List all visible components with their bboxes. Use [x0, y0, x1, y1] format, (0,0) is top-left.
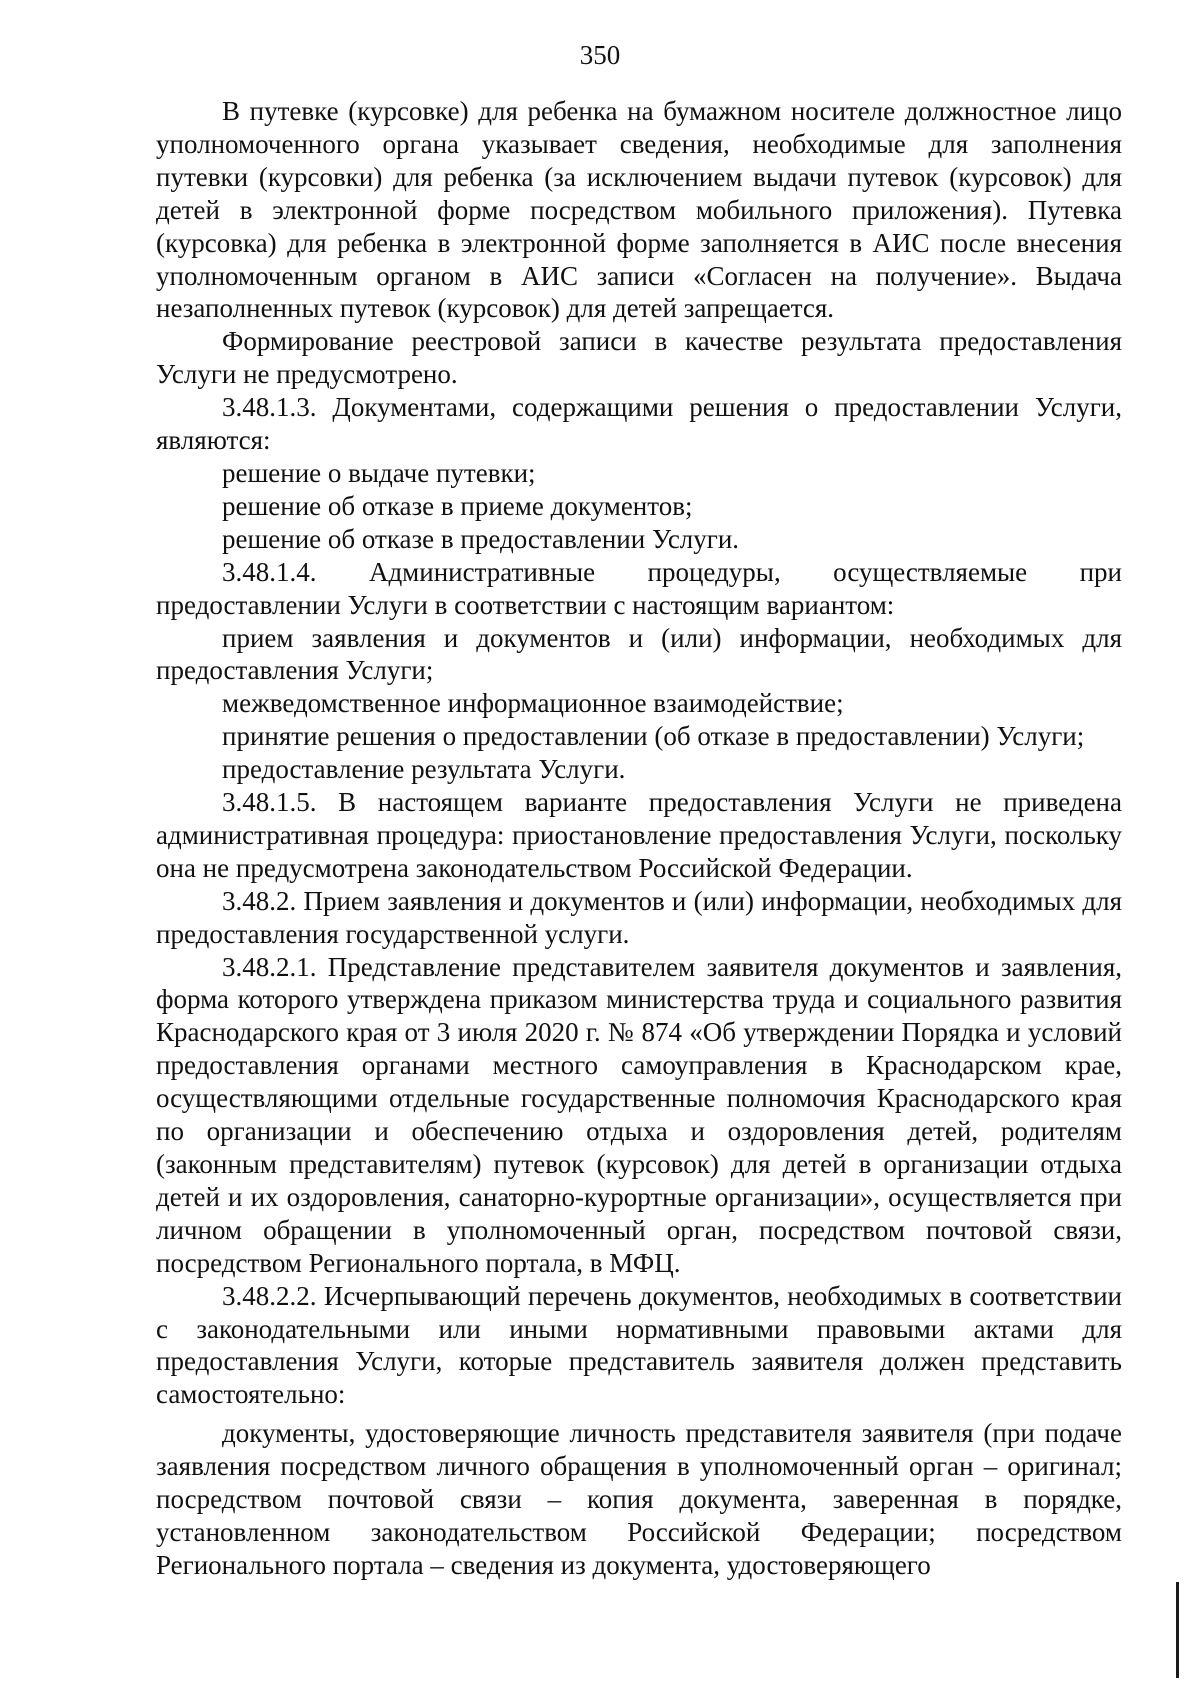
paragraph-3-48-1-3: 3.48.1.3. Документами, содержащими решения о предоставлении Услуги, являются:	[156, 392, 1122, 456]
list-item-refusal-acceptance: решение об отказе в приеме документов;	[222, 490, 693, 521]
paragraph-identity-documents: документы, удостоверяющие личность представителя заявителя (при подаче заявления посредством личного обращения в уполномоченный орган – оригинал; посредством почтовой связи – копия документа, заверенная в порядке, установленном законодательством Российской Федерации; посредством Регионального портала – сведения из документа, удостоверяющего	[156, 1418, 1122, 1580]
paragraph-3-48-1-4: 3.48.1.4. Административные процедуры, осуществляемые при предоставлении Услуги в соответствии с настоящим вариантом:	[156, 556, 1122, 620]
list-item-refusal-service: решение об отказе в предоставлении Услуги.	[222, 523, 740, 554]
document-body	[156, 95, 1122, 1582]
paragraph-3-48-2-2: 3.48.2.2. Исчерпывающий перечень документов, необходимых в соответствии с законодательными или иными нормативными правовыми актами для предоставления Услуги, которые представитель заявителя должен представить самостоятельно:	[156, 1280, 1122, 1410]
paragraph-3-48-2-1: 3.48.2.1. Представление представителем заявителя документов и заявления, форма которого утверждена приказом министерства труда и социального развития Краснодарского края от 3 июля 2020 г. № 874 «Об утверждении Порядка и условий предоставления органами местного самоуправления в Краснодарском крае, осуществляющими отдельные государственные полномочия Краснодарского края по организации и обеспечению отдыха и оздоровления детей, родителям (законным представителям) путевок (курсовок) для детей в организации отдыха детей и их оздоровления, санаторно-курортные организации», осуществляется при личном обращении в уполномоченный орган, посредством почтовой связи, посредством Регионального портала, в МФЦ.	[156, 951, 1122, 1278]
scan-edge-mark	[1176, 1582, 1179, 1678]
list-item-application-receipt: прием заявления и документов и (или) информации, необходимых для предоставления Услуги;	[156, 622, 1122, 686]
list-item-interagency: межведомственное информационное взаимодействие;	[222, 688, 844, 719]
page-number: 350	[579, 40, 621, 70]
list-item-decision-making: принятие решения о предоставлении (об отказе в предоставлении) Услуги;	[222, 721, 1085, 752]
paragraph-voucher-paper: В путевке (курсовке) для ребенка на бумажном носителе должностное лицо уполномоченного органа указывает сведения, необходимые для заполнения путевки (курсовки) для ребенка (за исключением выдачи путевок (курсовок) для детей в электронной форме посредством мобильного приложения). Путевка (курсовка) для ребенка в электронной форме заполняется в АИС после внесения уполномоченным органом в АИС записи «Согласен на получение». Выдача незаполненных путевок (курсовок) для детей запрещается.	[156, 96, 1122, 324]
list-item-result-provision: предоставление результата Услуги.	[222, 754, 626, 785]
paragraph-3-48-2: 3.48.2. Прием заявления и документов и (или) информации, необходимых для предоставления государственной услуги.	[156, 885, 1122, 949]
paragraph-3-48-1-5: 3.48.1.5. В настоящем варианте предоставления Услуги не приведена административная процедура: приостановление предоставления Услуги, поскольку она не предусмотрена законодательством Российской Федерации.	[156, 787, 1122, 883]
paragraph-registry-record: Формирование реестровой записи в качестве результата предоставления Услуги не предусмотрено.	[156, 326, 1122, 390]
list-item-decision-issue: решение о выдаче путевки;	[222, 457, 536, 488]
